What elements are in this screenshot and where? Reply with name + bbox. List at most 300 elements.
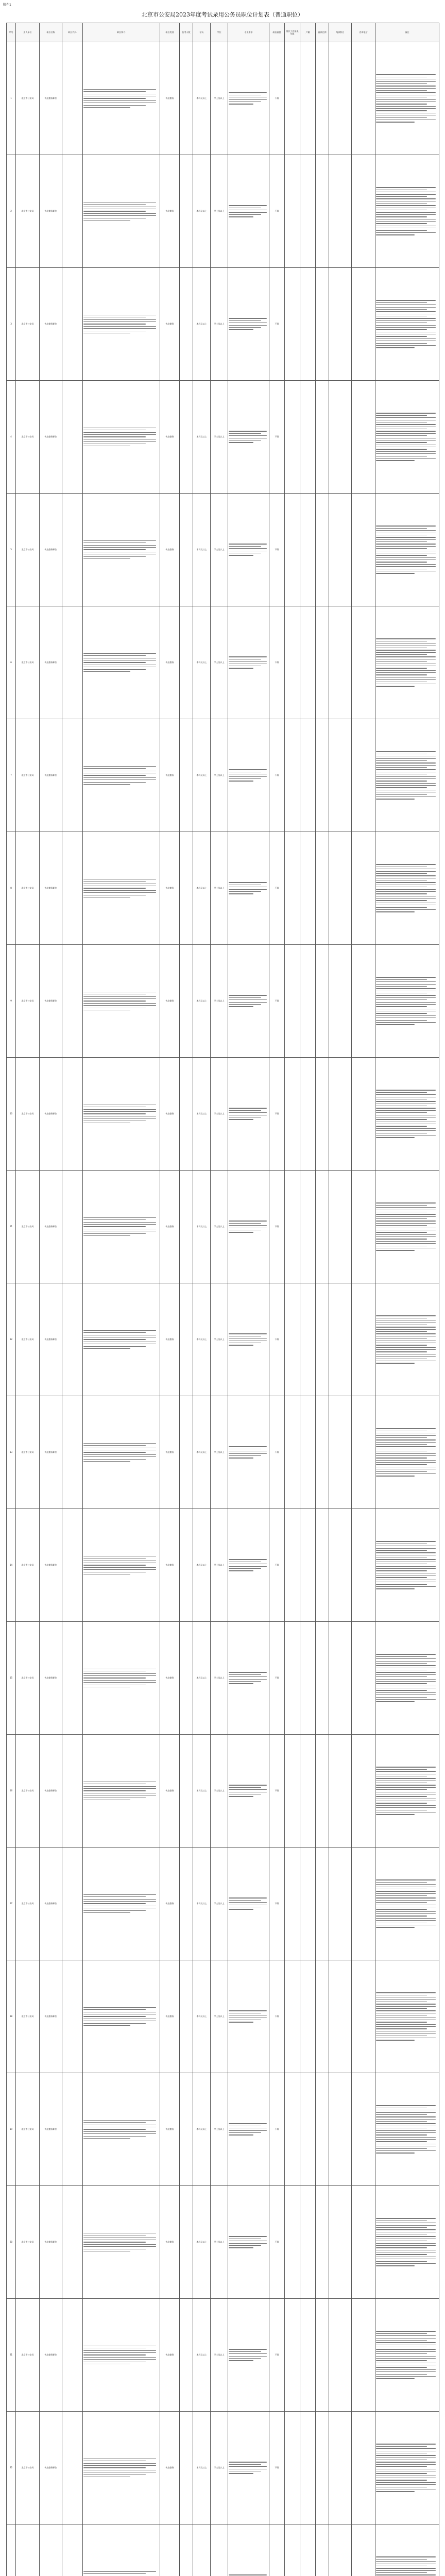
- text-line: [376, 1333, 436, 1334]
- text-line: [376, 2024, 436, 2025]
- cell-count: [180, 2412, 193, 2524]
- cell-no: 8: [7, 832, 16, 945]
- cell-unit: 北京市公安局: [16, 1396, 40, 1509]
- cell-position: 执法勤务职位: [40, 2073, 62, 2186]
- cell-ratio: [316, 2073, 329, 2186]
- cell-no: 15: [7, 1622, 16, 1735]
- text-line: [83, 2571, 156, 2572]
- text-line: [376, 451, 436, 452]
- text-line: [376, 1911, 436, 1912]
- cell-count: [180, 1960, 193, 2073]
- text-line: [376, 672, 436, 673]
- cell-code: [62, 1735, 83, 1848]
- cell-exam: [329, 1848, 352, 1960]
- cell-years: [285, 1735, 300, 1848]
- text-line: [376, 796, 436, 797]
- text-line: [376, 424, 436, 425]
- text-line: [376, 751, 436, 752]
- cell-position: 执法勤务职位: [40, 719, 62, 832]
- text-line: [83, 2465, 156, 2466]
- cell-position: [40, 2524, 62, 2576]
- text-line: [83, 2133, 156, 2134]
- cell-ratio: [316, 1848, 329, 1960]
- cell-ratio: [316, 2524, 329, 2576]
- text-line: [376, 2369, 436, 2370]
- cell-unit: 北京市公安局: [16, 832, 40, 945]
- text-line: [83, 2007, 156, 2008]
- text-line: [376, 900, 427, 901]
- cell-note: [375, 2186, 439, 2299]
- cell-edu: 本科及以上: [193, 381, 211, 494]
- cell-note: [375, 832, 439, 945]
- column-header: 面试比例: [316, 23, 329, 42]
- cell-category: 执法勤务: [160, 2412, 180, 2524]
- cell-position: 执法勤务职位: [40, 1283, 62, 1396]
- text-line: [376, 557, 436, 558]
- cell-years: [285, 945, 300, 1058]
- text-line: [83, 1894, 156, 1895]
- text-line: [376, 785, 436, 786]
- text-line: [83, 547, 156, 548]
- text-line: [376, 1453, 436, 1454]
- text-line: [376, 1805, 436, 1806]
- text-line: [83, 2463, 156, 2464]
- text-line: [376, 911, 415, 912]
- text-lines: [376, 638, 438, 686]
- text-line: [376, 907, 427, 908]
- table-row: [7, 2524, 439, 2576]
- text-line: [83, 1896, 146, 1897]
- cell-politics: 不限: [269, 719, 285, 832]
- cell-politics: 不限: [269, 1735, 285, 1848]
- cell-note: [375, 494, 439, 606]
- cell-desc: [83, 1960, 160, 2073]
- text-line: [376, 1439, 436, 1440]
- cell-note: [375, 1960, 439, 2073]
- text-line: [376, 1349, 436, 1350]
- text-line: [83, 768, 146, 769]
- cell-ratio: [316, 1396, 329, 1509]
- text-line: [376, 1437, 427, 1438]
- text-line: [83, 998, 156, 999]
- text-line: [229, 1676, 267, 1677]
- text-line: [229, 1679, 267, 1680]
- text-line: [376, 1918, 436, 1919]
- text-line: [83, 556, 146, 557]
- cell-edu: 本科及以上: [193, 1058, 211, 1171]
- cell-ratio: [316, 42, 329, 155]
- text-line: [376, 776, 436, 777]
- cell-politics: 不限: [269, 832, 285, 945]
- text-line: [83, 2023, 146, 2024]
- cell-exam: [329, 494, 352, 606]
- text-line: [83, 215, 156, 216]
- cell-ratio: [316, 1960, 329, 2073]
- text-line: [376, 1658, 436, 1659]
- cell-category: 执法勤务: [160, 381, 180, 494]
- text-lines: [83, 1330, 159, 1349]
- cell-phone: [352, 155, 375, 268]
- cell-years: [285, 155, 300, 268]
- text-line: [83, 1235, 130, 1236]
- cell-edu: 本科及以上: [193, 719, 211, 832]
- text-line: [83, 549, 146, 550]
- text-lines: [229, 1672, 268, 1684]
- cell-note: [375, 606, 439, 719]
- cell-edu: 本科及以上: [193, 606, 211, 719]
- column-header: 政治面貌: [269, 23, 285, 42]
- text-line: [376, 2572, 427, 2573]
- text-line: [376, 347, 415, 348]
- text-line: [376, 760, 427, 761]
- column-header: 招考人数: [180, 23, 193, 42]
- cell-desc: [83, 719, 160, 832]
- text-line: [376, 2139, 436, 2140]
- text-line: [229, 101, 261, 102]
- text-line: [229, 212, 267, 213]
- text-line: [376, 460, 415, 461]
- cell-position: 执法勤务职位: [40, 2299, 62, 2412]
- text-line: [376, 1882, 427, 1883]
- cell-unit: 北京市公安局: [16, 2412, 40, 2524]
- text-line: [83, 2122, 146, 2123]
- cell-ratio: [316, 2299, 329, 2412]
- text-line: [376, 1119, 427, 1120]
- cell-edu: 本科及以上: [193, 1396, 211, 1509]
- text-line: [83, 1219, 146, 1220]
- cell-note: [375, 1058, 439, 1171]
- cell-hukou: [300, 1058, 316, 1171]
- cell-major: [228, 1171, 269, 1283]
- cell-edu: 本科及以上: [193, 1622, 211, 1735]
- text-lines: [229, 769, 268, 781]
- table-row: [7, 1396, 439, 1509]
- cell-count: [180, 719, 193, 832]
- cell-desc: [83, 2412, 160, 2524]
- text-line: [229, 1225, 267, 1226]
- text-line: [376, 90, 427, 91]
- text-line: [376, 1588, 415, 1589]
- cell-desc: [83, 2524, 160, 2576]
- table-row: [7, 1171, 439, 1283]
- cell-count: [180, 945, 193, 1058]
- cell-category: [160, 2524, 180, 2576]
- text-line: [376, 2105, 436, 2106]
- text-line: [376, 1683, 427, 1684]
- cell-degree: 学士及以上: [211, 606, 228, 719]
- cell-count: [180, 832, 193, 945]
- text-line: [376, 1464, 427, 1465]
- text-line: [376, 1663, 427, 1664]
- text-line: [376, 329, 427, 330]
- text-line: [83, 204, 146, 205]
- cell-politics: 不限: [269, 1848, 285, 1960]
- text-line: [229, 327, 261, 328]
- text-line: [229, 2358, 261, 2359]
- cell-phone: [352, 1735, 375, 1848]
- text-line: [376, 1897, 436, 1898]
- text-line: [229, 1789, 267, 1790]
- text-line: [229, 1455, 261, 1456]
- cell-position: 执法勤务职位: [40, 155, 62, 268]
- cell-code: [62, 268, 83, 381]
- text-line: [376, 1002, 436, 1003]
- position-plan-table: [6, 23, 439, 2576]
- cell-no: 6: [7, 606, 16, 719]
- cell-note: [375, 1396, 439, 1509]
- cell-unit: 北京市公安局: [16, 494, 40, 606]
- cell-category: 执法勤务: [160, 42, 180, 155]
- cell-unit: 北京市公安局: [16, 945, 40, 1058]
- text-line: [229, 997, 261, 998]
- text-lines: [83, 89, 159, 108]
- cell-degree: 学士及以上: [211, 1283, 228, 1396]
- text-line: [376, 1455, 436, 1456]
- text-line: [376, 1092, 427, 1093]
- text-line: [376, 214, 436, 215]
- text-line: [376, 101, 436, 102]
- text-line: [376, 108, 436, 109]
- cell-note: [375, 719, 439, 832]
- table-row: [7, 1848, 439, 1960]
- text-line: [376, 783, 436, 784]
- text-line: [376, 2358, 436, 2359]
- text-line: [376, 2123, 436, 2124]
- cell-exam: [329, 1396, 352, 1509]
- cell-note: [375, 381, 439, 494]
- cell-phone: [352, 1283, 375, 1396]
- text-lines: [229, 1559, 268, 1571]
- cell-unit: 北京市公安局: [16, 1171, 40, 1283]
- cell-desc: [83, 1622, 160, 1735]
- text-lines: [83, 1105, 159, 1123]
- cell-position: 执法勤务职位: [40, 606, 62, 719]
- text-line: [229, 999, 267, 1000]
- cell-hukou: [300, 719, 316, 832]
- text-line: [376, 230, 427, 231]
- cell-years: [285, 2186, 300, 2299]
- column-header: 职位代码: [62, 23, 83, 42]
- text-lines: [83, 992, 159, 1010]
- cell-category: 执法勤务: [160, 1283, 180, 1396]
- text-lines: [83, 2120, 159, 2139]
- text-line: [83, 2244, 156, 2245]
- cell-category: 执法勤务: [160, 832, 180, 945]
- text-line: [376, 2378, 415, 2379]
- cell-unit: [16, 2524, 40, 2576]
- cell-exam: [329, 1735, 352, 1848]
- text-line: [376, 864, 436, 865]
- text-line: [229, 2464, 261, 2465]
- table-row: [7, 2299, 439, 2412]
- table-row: [7, 1622, 439, 1735]
- cell-edu: 本科及以上: [193, 832, 211, 945]
- text-line: [376, 1893, 436, 1894]
- cell-count: [180, 2299, 193, 2412]
- text-line: [229, 891, 261, 892]
- text-line: [376, 679, 436, 680]
- text-line: [229, 1681, 261, 1682]
- cell-edu: 本科及以上: [193, 494, 211, 606]
- cell-phone: [352, 494, 375, 606]
- cell-years: [285, 1283, 300, 1396]
- text-line: [376, 1665, 436, 1666]
- text-line: [376, 1676, 427, 1677]
- text-line: [83, 1003, 156, 1004]
- text-line: [229, 661, 267, 662]
- text-line: [376, 2141, 427, 2142]
- text-line: [83, 1226, 146, 1227]
- text-line: [229, 546, 261, 547]
- text-line: [83, 2138, 130, 2139]
- cell-code: [62, 1960, 83, 2073]
- cell-desc: [83, 42, 160, 155]
- cell-phone: [352, 268, 375, 381]
- cell-unit: 北京市公安局: [16, 155, 40, 268]
- text-line: [83, 319, 156, 320]
- text-line: [376, 1236, 436, 1237]
- text-line: [376, 1787, 436, 1788]
- cell-note: [375, 2412, 439, 2524]
- cell-exam: [329, 1283, 352, 1396]
- cell-phone: [352, 1171, 375, 1283]
- page-title: 北京市公安局2023年度考试录用公务员职位计划表（普通职位）: [142, 11, 303, 18]
- cell-hukou: [300, 1960, 316, 2073]
- cell-ratio: [316, 1283, 329, 1396]
- cell-edu: 本科及以上: [193, 1848, 211, 1960]
- table-row: [7, 2073, 439, 2186]
- cell-phone: [352, 1622, 375, 1735]
- text-line: [376, 765, 436, 766]
- text-lines: [83, 2233, 159, 2251]
- text-line: [376, 1577, 427, 1578]
- cell-count: [180, 1058, 193, 1171]
- text-line: [83, 105, 146, 106]
- text-line: [229, 1453, 267, 1454]
- text-line: [376, 81, 436, 82]
- text-line: [376, 984, 436, 985]
- cell-major: [228, 945, 269, 1058]
- cell-ratio: [316, 832, 329, 945]
- text-lines: [83, 1443, 159, 1462]
- text-line: [229, 1796, 253, 1797]
- cell-position: 执法勤务职位: [40, 268, 62, 381]
- cell-unit: 北京市公安局: [16, 42, 40, 155]
- cell-desc: [83, 1735, 160, 1848]
- table-row: [7, 2412, 439, 2524]
- text-line: [229, 2356, 267, 2357]
- cell-desc: [83, 268, 160, 381]
- cell-exam: [329, 268, 352, 381]
- text-line: [376, 979, 427, 980]
- cell-unit: 北京市公安局: [16, 1622, 40, 1735]
- text-lines: [376, 751, 438, 799]
- cell-category: 执法勤务: [160, 1396, 180, 1509]
- text-line: [376, 566, 436, 567]
- cell-phone: [352, 1960, 375, 2073]
- cell-no: 21: [7, 2299, 16, 2412]
- text-line: [376, 1697, 427, 1698]
- text-lines: [376, 1879, 438, 1927]
- text-line: [376, 2561, 436, 2562]
- cell-major: [228, 1960, 269, 2073]
- text-line: [376, 234, 415, 235]
- text-lines: [376, 977, 438, 1025]
- text-line: [376, 92, 436, 93]
- text-line: [229, 1559, 267, 1560]
- text-line: [83, 1461, 130, 1462]
- cell-desc: [83, 2299, 160, 2412]
- text-line: [83, 2467, 146, 2468]
- text-line: [376, 417, 436, 418]
- cell-unit: 北京市公安局: [16, 1283, 40, 1396]
- text-line: [83, 1339, 146, 1340]
- column-header: 户籍: [300, 23, 316, 42]
- text-lines: [376, 1767, 438, 1815]
- text-line: [229, 769, 267, 770]
- cell-no: 13: [7, 1396, 16, 1509]
- text-line: [229, 329, 253, 330]
- text-line: [83, 782, 146, 783]
- text-line: [83, 326, 156, 327]
- text-line: [376, 2028, 427, 2029]
- text-line: [376, 1094, 436, 1095]
- cell-hukou: [300, 2524, 316, 2576]
- cell-phone: [352, 2299, 375, 2412]
- cell-no: 22: [7, 2412, 16, 2524]
- text-line: [376, 2008, 427, 2009]
- cell-politics: 不限: [269, 2412, 285, 2524]
- cell-phone: [352, 1848, 375, 1960]
- cell-unit: 北京市公安局: [16, 1735, 40, 1848]
- cell-politics: 不限: [269, 268, 285, 381]
- cell-edu: 本科及以上: [193, 1509, 211, 1622]
- cell-years: [285, 1622, 300, 1735]
- text-line: [376, 435, 427, 436]
- cell-unit: 北京市公安局: [16, 1960, 40, 2073]
- text-line: [376, 2356, 436, 2357]
- cell-note: [375, 1622, 439, 1735]
- cell-count: [180, 494, 193, 606]
- text-line: [376, 661, 427, 662]
- cell-note: [375, 268, 439, 381]
- text-line: [376, 442, 427, 443]
- cell-hukou: [300, 494, 316, 606]
- cell-phone: [352, 2073, 375, 2186]
- table-row: [7, 42, 439, 155]
- text-line: [376, 1552, 436, 1553]
- table-row: [7, 606, 439, 719]
- cell-major: [228, 1735, 269, 1848]
- table-row: [7, 381, 439, 494]
- cell-hukou: [300, 2073, 316, 2186]
- text-lines: [229, 92, 268, 104]
- cell-no: 16: [7, 1735, 16, 1848]
- text-line: [376, 999, 427, 1000]
- cell-degree: 学士及以上: [211, 1960, 228, 2073]
- cell-years: [285, 832, 300, 945]
- text-lines: [83, 1669, 159, 1687]
- cell-exam: [329, 2412, 352, 2524]
- text-line: [376, 871, 436, 872]
- cell-politics: 不限: [269, 1396, 285, 1509]
- text-line: [83, 2246, 156, 2247]
- cell-politics: 不限: [269, 1058, 285, 1171]
- text-lines: [83, 879, 159, 897]
- text-line: [376, 1789, 427, 1790]
- text-line: [376, 83, 427, 84]
- text-line: [376, 1681, 436, 1682]
